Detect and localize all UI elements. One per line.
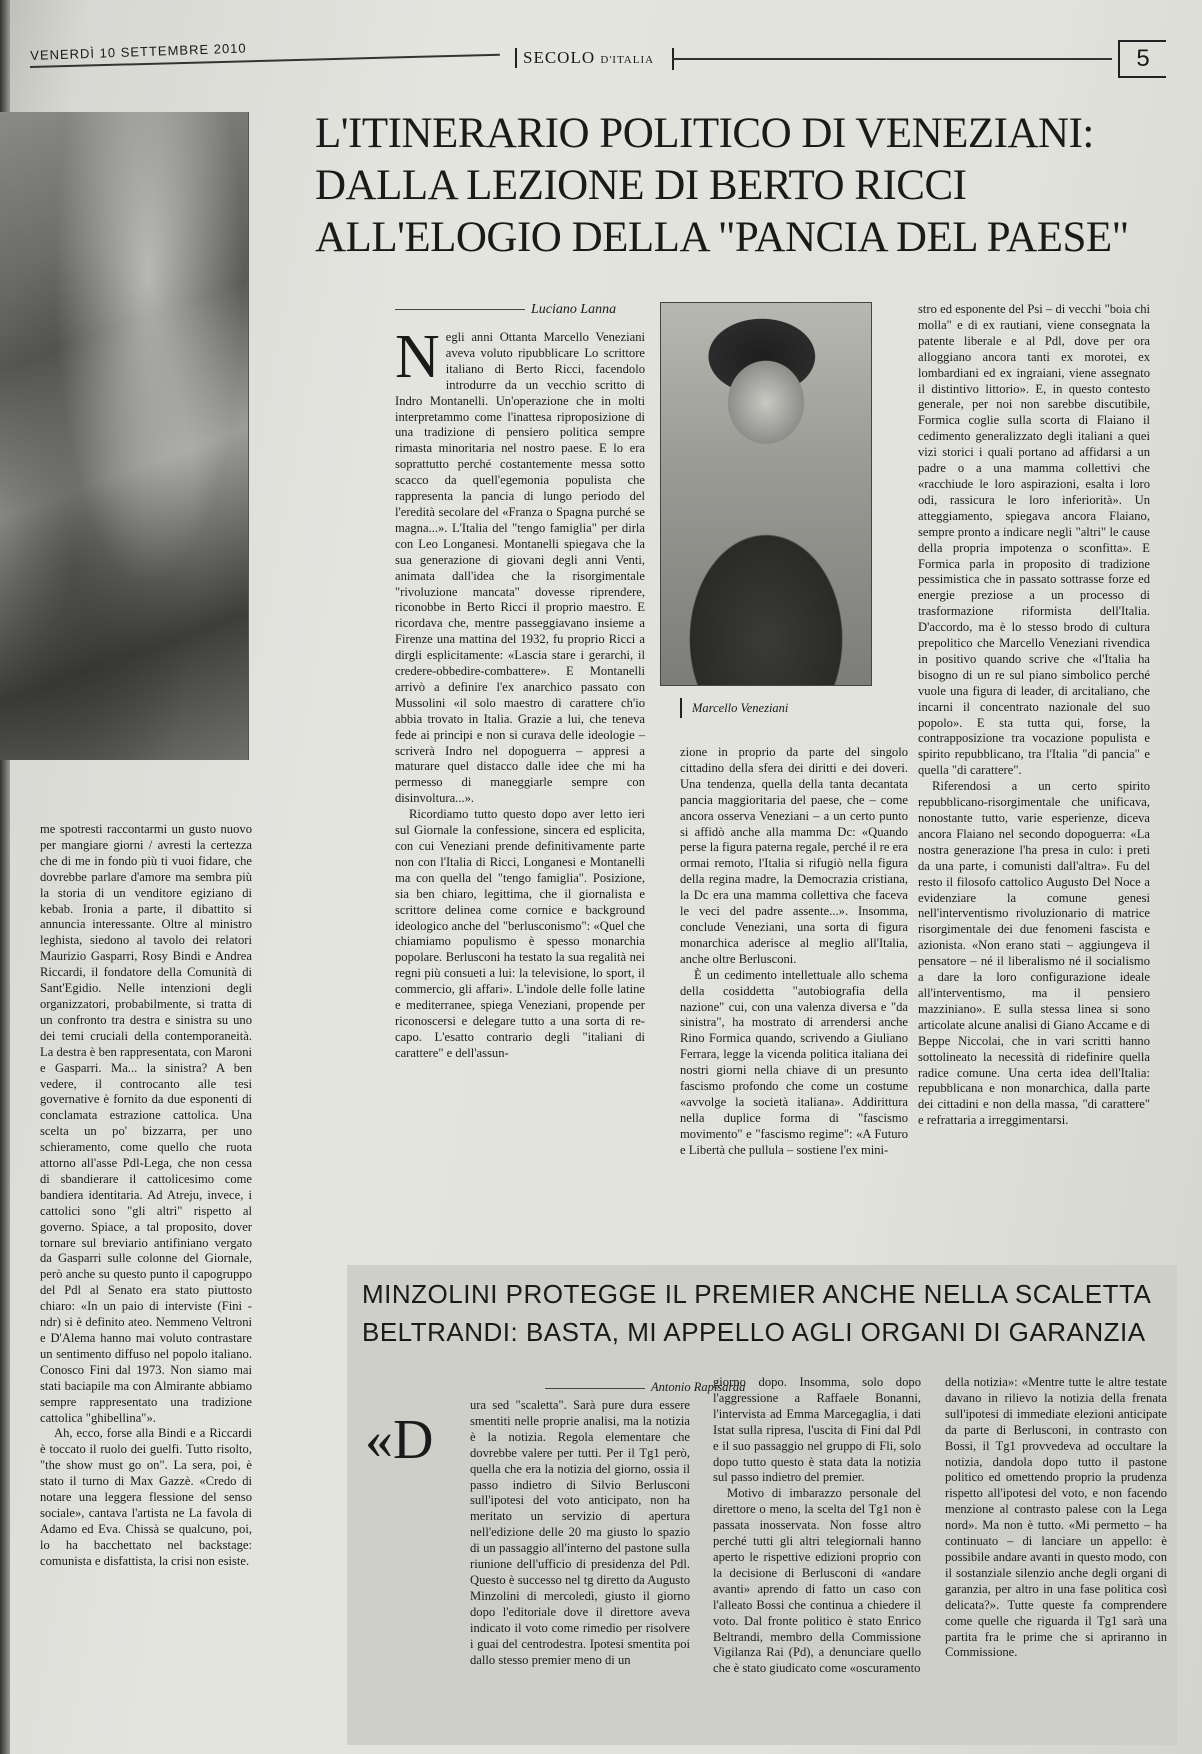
headline-line-1: L'ITINERARIO POLITICO DI VENEZIANI: bbox=[315, 110, 1094, 157]
headline-line-2: DALLA LEZIONE DI BERTO RICCI bbox=[315, 162, 967, 209]
author-portrait bbox=[660, 302, 872, 686]
paragraph: Riferendosi a un certo spirito repubblicano-risorgimentale che unificava, nonostante tutto, varie esperienze, diceva ancora Flaiano nel secondo dopoguerra: «La nostra generazione l'ha presa in culo: i preti da una parte, i comunisti dall'altra». Fu del resto il filosofo cattolico Augusto Del Noce a evidenziare la comune genesi nell'interventismo rivoluzionario di matrice risorgimentale dei due fenomeni fascista e azionista. «Non erano stati – aggiungeva il pensatore – né il liberalismo né il socialismo a dare la loro configurazione ideale all'interventismo, ma il pensiero mazziniano». E sulla stessa linea si sono articolate alcune analisi di Giano Accame e di Beppe Niccolai, che in vari scritti hanno sottolineato la necessità di ridefinire quella radice comune. Una certa idea dell'Italia: repubblicana e non monarchica, dalla parte dei cittadini e non della massa, "di carattere" e refrattaria a irreggimentarsi. bbox=[918, 779, 1150, 1128]
left-column bbox=[40, 822, 252, 1570]
box-headline-line-2: BELTRANDI: BASTA, MI APPELLO AGLI ORGANI DI GARANZIA bbox=[362, 1317, 1146, 1347]
paragraph: ura sed "scaletta". Sarà pure dura essere smentiti nelle proprie analisi, ma la notizia è la notizia. Regola elementare che dovrebbe valere per tutti. Per il Tg1 però, quella che era la notizia del giorno, ossia il passo indietro di Silvio Berlusconi sull'ipotesi del voto anticipato, non ha meritato un servizio di apertura nell'edizione delle 20 ma giusto lo spazio di un passaggio all'interno del pastone sulla riunione dell'ufficio di presidenza del Pdl. Questo è successo nel tg diretto da Augusto Minzolini di mercoledì, giusto il giorno dopo l'editoriale dove il direttore aveva indicato il voto come rimedio per risolvere i guai del centrodestra. Ipotesi smentita poi dallo stesso premier meno di un bbox=[470, 1398, 690, 1667]
paragraph: me spotresti raccontarmi un gusto nuovo per mangiare giorni / avresti la certezza che di me in fondo più ti vuoi fidare, che dovrebbe parlare d'amore ma sembra più la storia di un venditore egiziano di kebab. Ironia a parte, il dibattito si annuncia interessante. Oltre al ministro leghista, siedono al tavolo dei relatori Maurizio Gasparri, Rosy Bindi e Andrea Riccardi, il fondatore della Comunità di Sant'Egidio. Nelle intenzioni degli organizzatori, probabilmente, si tratta di un confronto tra destra e sinistra su uno dei temi cruciali della contemporaneità. La destra è ben rappresentata, con Maroni e Gasparri. Ma... la sinistra? A ben vedere, il controcanto alle tesi governative è fornito da due esponenti di conclamata estrazione cattolica. Una scelta un po' bizzarra, per uno schieramento, come quello che ruota attorno all'asse Pdl-Lega, che non cessa di sbandierare il cattolicesimo come bandiera identitaria. Ad Atreju, invece, i cattolici sono "gli altri" rispetto al governo. Spiace, a tal proposito, dover tornare sul breviario antifiniano vergato da Gasparri sulle colonne del Giornale, però anche su questo punto il capogruppo del Pdl al Senato era stato piuttosto chiaro: «In un paio di interviste (Fini - ndr) si è definito ateo. Nemmeno Veltroni e D'Alema hanno mai voluto contrastare un sentimento diffuso nel popolo italiano. Conosco Fini dal 1973. Non siamo mai stati baciapile ma con Almirante abbiamo sempre rappresentato una tradizione cattolica "ghibellina"». bbox=[40, 822, 252, 1425]
paragraph: zione in proprio da parte del singolo cittadino della sfera dei diritti e dei doveri. Una tendenza, quella della tanta decantata pancia maggioritaria del paese, che – come ancora osserva Veneziani – a un certo punto si affidò anche alla mamma Dc: «Quando perse la figura paterna regale, perché il re era ormai remoto, l'Italia si rifugiò nella figura della regina madre, la Democrazia cristiana, la Dc era una mamma collettiva che faceva le veci del padre assente...». Insomma, conclude Veneziani, una sorta di figura monarchica aderisce al meglio all'Italia, anche oltre Berlusconi. bbox=[680, 745, 908, 966]
paragraph: È un cedimento intellettuale allo schema della cosiddetta "autobiografia della nazione" cui, con una valenza diversa e "da sinistra", ha mostrato di arrendersi anche Rino Formica quando, scrivendo a Giuliano Ferrara, legge la vicenda politica italiana dei nostri giorni nella chiave di un presunto fascismo profondo che come un costume «avvolge la società italiana». Addirittura nella duplice forma di "fascismo movimento" e "fascismo regime": «A Futuro e Libertà che pullula – sostiene l'ex mini- bbox=[680, 967, 908, 1157]
article-byline: Luciano Lanna bbox=[395, 302, 616, 318]
paragraph: Ricordiamo tutto questo dopo aver letto ieri sul Giornale la confessione, sincera ed esplicita, con cui Veneziani prende definitivamente parte non con l'Italia di Ricci, Longanesi e Montanelli ma con quella del "tengo famiglia". Posizione, sia ben chiaro, legittima, che il giornalista e scrittore delinea come cornice e background ideologico anche del "berlusconismo": «Quel che chiamiamo populismo è spesso monarchia popolare. Berlusconi ha testato la sua regalità nei regni più consueti a lui: la televisione, lo sport, il commercio, gli affari». L'indole delle folle latine e mediterranee, spiega Veneziani, propende per riconoscersi e delegare tutto a una sorta di re-capo. L'esatto contrario degli "italiani di carattere" e dell'assun- bbox=[395, 807, 645, 1060]
box-byline: Antonio Rapisarda bbox=[545, 1380, 745, 1395]
paragraph: giorno dopo. Insomma, solo dopo l'aggressione a Raffaele Bonanni, l'intervista ad Emma Marcegaglia, i dati Istat sulla ripresa, l'uscita di Fini dal Pdl e il suo passaggio nel gruppo di Fli, solo dopo tutto questo è stata data la notizia sul passo indietro del premier. bbox=[713, 1375, 921, 1485]
paragraph: stro ed esponente del Psi – di vecchi "boia chi molla" e di ex rautiani, viene consegnata la patente liberale e al Pdl, dove per ora alloggiano ancora tanti ex morotei, ex lombardiani ed ex ingraiani, viene assegnato il distintivo littorio». E, in questo contesto generale, per noi non sarebbe discutibile, Formica coglie sulla scorta di Flaiano il cedimento generalizzato degli italiani a quei vizi storici i quali portano ad affidarsi a un padre o a una mamma collettivi che «racchiude le loro aspirazioni, esalta i loro odi, rassicura le loro inferiorità». Un atteggiamento, spiegava ancora Flaiano, sempre pronto a indicare negli "altri" le cause della propria impotenza o sconfitta». E Formica parla in proposito di tradizione pessimistica che in passato sottrasse forze ed energie preziose a un processo di trasformazione riformista dell'Italia. D'accordo, ma è lo stesso brodo di cultura prepolitico che Marcello Veneziani rivendica in positivo quando scrive che «l'Italia ha bisogno di un re sul piano simbolico perché vuole una figura di leader, di arcitaliano, che incarni il concentrato nazionale del suo popolo». E sta tutta qui, forse, la contrapposizione tra vocazione populista e spirito repubblicano, tra l'Italia "di pancia" e quella "di carattere". bbox=[918, 302, 1150, 778]
article-column-3 bbox=[918, 302, 1150, 1129]
box-headline-line-1: MINZOLINI PROTEGGE IL PREMIER ANCHE NELLA SCALETTA bbox=[362, 1279, 1152, 1309]
drop-cap: N bbox=[395, 323, 440, 391]
header-rule bbox=[672, 58, 1112, 60]
box-column-3 bbox=[945, 1375, 1167, 1661]
box-column-1 bbox=[470, 1398, 690, 1668]
photo-caption: Marcello Veneziani bbox=[680, 698, 788, 718]
box-drop-cap: «D bbox=[365, 1409, 434, 1471]
masthead bbox=[515, 48, 654, 68]
page-number: 5 bbox=[1118, 40, 1166, 78]
headline-line-3: ALL'ELOGIO DELLA "PANCIA DEL PAESE" bbox=[315, 214, 1129, 261]
issue-date: VENERDÌ 10 SETTEMBRE 2010 bbox=[30, 40, 247, 63]
article-column-2 bbox=[680, 745, 908, 1159]
article-column-1 bbox=[395, 323, 645, 1062]
paragraph: della notizia»: «Mentre tutte le altre testate davano in rilievo la notizia della frenata sull'ipotesi di immediate elezioni anticipate da parte di Berlusconi, in contrasto con Bossi, il Tg1 provvedeva ad occultare la notizia, dandola dopo tutto il pastone politico ed omettendo proprio la prudenza rispetto all'ipotesi del voto, e non facendo menzione al contrasto palese con la Lega nord». Ma non è tutto. «Mi permetto – ha continuato – di lanciare un appello: è possibile andare avanti in questo modo, con il sostanziale silenzio anche degli organi di garanzia, per altro in una fase politica così delicata?». Tutte queste fa comprendere come quelle che riguarda il Tg1 sarà una partita fra le prime che si apriranno in Commissione. bbox=[945, 1375, 1167, 1660]
paragraph: Motivo di imbarazzo personale del direttore o meno, la scelta del Tg1 non è passata inosservata. Non fosse altro perché tutti gli altri telegiornali hanno aperto le rispettive edizioni proprio con la decisione di Berlusconi di «andare avanti» aprendo di fatto un caso con l'alleato Bossi che continua a chiedere il voto. Dal fronte politico è stato Enrico Beltrandi, membro della Commissione Vigilanza Rai (Pd), a denunciare quello che è stato giudicato come «oscuramento bbox=[713, 1486, 921, 1676]
box-column-2 bbox=[713, 1375, 921, 1677]
paragraph: egli anni Ottanta Marcello Veneziani aveva voluto ripubblicare Lo scrittore italiano di Berto Ricci, facendolo introdurre da un vecchio scritto di Indro Montanelli. Un'operazione che in molti interpretammo come l'inattesa riproposizione di una tradizione di pensiero politica sempre rimasta minoritaria nel nostro paese. E lo era soprattutto perché costantemente messa sotto scacco da quell'egemonia populista che rappresenta la pancia di lungo periodo del l'eredità secolare del «Franza o Spagna purché se magna...». L'Italia del "tengo famiglia" per dirla con Leo Longanesi. Montanelli spiegava che la sua generazione di giovani degli anni Venti, animata dall'idea che la risorgimentale "rivoluzione mancata" dovesse riprendere, riconobbe in Berto Ricci il proprio maestro. E ricordava che, mentre passeggiavano insieme a Firenze una mattina del 1932, fu proprio Ricci a dirgli esplicitamente: «Lascia stare i gerarchi, il credere-obbedire-combattere». E Montanelli arrivò a definire l'ex anarchico passato con Mussolini «il solo maestro di carattere ch'io abbia trovato in Italia. Grazie a lui, che teneva fede ai princìpi e non si curava delle ideologie – scriverà Indro nel dopoguerra – appresi a maturare quel distacco dalle idee che mi ha permesso di maneggiarle sempre con disinvoltura...». bbox=[395, 330, 645, 806]
article-headline bbox=[315, 108, 1175, 264]
box-headline bbox=[362, 1275, 1172, 1351]
masthead-subtitle: D'ITALIA bbox=[600, 54, 655, 66]
masthead-title: SECOLO bbox=[523, 48, 596, 67]
paragraph: Ah, ecco, forse alla Bindi e a Riccardi è toccato il ruolo dei guelfi. Tutto risolto, "the show must go on". La sera, poi, è stato il turno di Max Gazzè. «Credo di notare una leggera flessione del senso sociale», cantava l'artista ne La favola di Adamo ed Eva. Chissà se qualcuno, poi, lo ha bacchettato nel backstage: comunista e disfattista, la crisi non esiste. bbox=[40, 1426, 252, 1568]
left-photo bbox=[0, 112, 249, 760]
